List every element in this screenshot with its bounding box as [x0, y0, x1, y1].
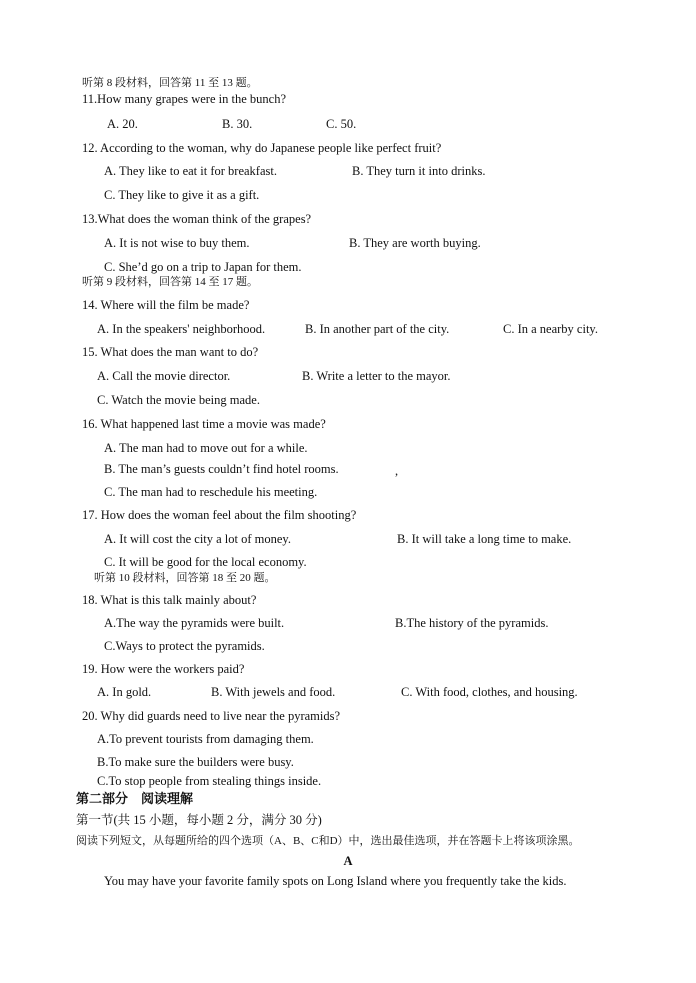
question-11: 11.How many grapes were in the bunch?: [82, 92, 286, 106]
section-8-heading: 听第 8 段材料，回答第 11 至 13 题。: [82, 77, 258, 89]
question-19-option-a: A. In gold.: [97, 685, 152, 699]
question-17-option-a: A. It will cost the city a lot of money.: [104, 532, 291, 546]
question-15-option-b: B. Write a letter to the mayor.: [302, 369, 451, 383]
question-14-option-c: C. In a nearby city.: [503, 322, 598, 336]
part-2-heading: 第二部分 阅读理解: [76, 792, 194, 807]
section-9-heading: 听第 9 段材料，回答第 14 至 17 题。: [82, 276, 258, 288]
passage-label: A: [343, 854, 353, 868]
question-14-option-b: B. In another part of the city.: [305, 322, 450, 336]
question-18: 18. What is this talk mainly about?: [82, 593, 257, 607]
reading-instruction: 阅读下列短文，从每题所给的四个选项（A、B、C和D）中，选出最佳选项，并在答题卡上将该项涂黑。: [76, 835, 580, 847]
question-12-option-b: B. They turn it into drinks.: [352, 164, 486, 178]
question-16-option-a: A. The man had to move out for a while.: [104, 441, 308, 455]
question-11-option-b: B. 30.: [222, 117, 253, 131]
question-20-option-b: B.To make sure the builders were busy.: [97, 755, 294, 769]
part-2-section-1-heading: 第一节(共 15 小题，每小题 2 分，满分 30 分): [76, 813, 322, 827]
question-14-option-a: A. In the speakers' neighborhood.: [97, 322, 266, 336]
question-20-option-c: C.To stop people from stealing things inside.: [97, 774, 322, 788]
question-19-option-c: C. With food, clothes, and housing.: [401, 685, 578, 699]
question-15-option-c: C. Watch the movie being made.: [97, 393, 260, 407]
question-19: 19. How were the workers paid?: [82, 662, 245, 676]
question-13-option-c: C. She’d go on a trip to Japan for them.: [104, 260, 302, 274]
question-16-option-b: B. The man’s guests couldn’t find hotel rooms.: [104, 462, 339, 476]
question-11-option-a: A. 20.: [107, 117, 138, 131]
question-16: 16. What happened last time a movie was made?: [82, 417, 326, 431]
question-12: 12. According to the woman, why do Japanese people like perfect fruit?: [82, 141, 442, 155]
question-17-option-c: C. It will be good for the local economy.: [104, 555, 307, 569]
question-18-option-a: A.The way the pyramids were built.: [104, 616, 285, 630]
passage-text-line-1: You may have your favorite family spots on Long Island where you frequently take the kids.: [104, 874, 567, 888]
question-19-option-b: B. With jewels and food.: [211, 685, 336, 699]
stray-comma: ,: [395, 464, 399, 478]
question-20: 20. Why did guards need to live near the pyramids?: [82, 709, 341, 723]
question-18-option-b: B.The history of the pyramids.: [395, 616, 549, 630]
question-12-option-c: C. They like to give it as a gift.: [104, 188, 260, 202]
question-15-option-a: A. Call the movie director.: [97, 369, 231, 383]
question-20-option-a: A.To prevent tourists from damaging them.: [97, 732, 314, 746]
question-18-option-c: C.Ways to protect the pyramids.: [104, 639, 265, 653]
question-13-option-b: B. They are worth buying.: [349, 236, 481, 250]
question-15: 15. What does the man want to do?: [82, 345, 259, 359]
question-12-option-a: A. They like to eat it for breakfast.: [104, 164, 277, 178]
section-10-heading: 听第 10 段材料，回答第 18 至 20 题。: [94, 572, 276, 584]
question-13-option-a: A. It is not wise to buy them.: [104, 236, 250, 250]
question-17-option-b: B. It will take a long time to make.: [397, 532, 572, 546]
question-14: 14. Where will the film be made?: [82, 298, 250, 312]
question-11-option-c: C. 50.: [326, 117, 357, 131]
question-16-option-c: C. The man had to reschedule his meeting.: [104, 485, 318, 499]
question-13: 13.What does the woman think of the grapes?: [82, 212, 312, 226]
question-17: 17. How does the woman feel about the film shooting?: [82, 508, 357, 522]
